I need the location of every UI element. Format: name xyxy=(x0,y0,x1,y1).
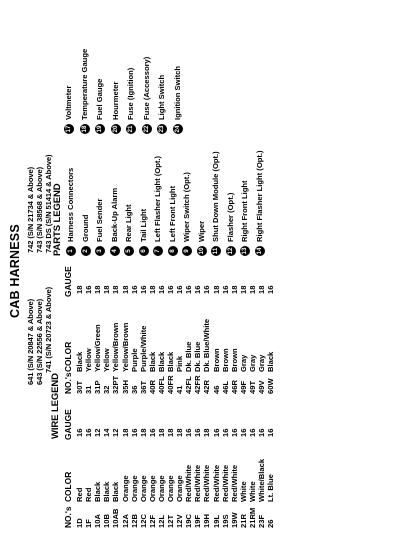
part-number-badge: 17 xyxy=(65,125,72,133)
wire-number: 32 xyxy=(102,385,112,394)
column-header-nos: NO.'s xyxy=(63,506,73,528)
wire-number: 35H xyxy=(120,380,130,394)
wire-gauge: 16 xyxy=(175,285,185,294)
wire-gauge: 14 xyxy=(102,428,112,437)
part-number-badge: 4 xyxy=(110,246,120,256)
wire-number: 12B xyxy=(129,514,139,528)
part-number-badge: 24 xyxy=(173,125,181,133)
wire-color: Dk. Blue/White xyxy=(202,318,212,372)
wire-gauge: 16 xyxy=(193,285,203,294)
part-number-badge: 20 xyxy=(111,125,119,133)
wire-color: Dk. Blue xyxy=(184,341,194,372)
part-label: Fuel Sender xyxy=(95,198,104,242)
part-number-badge: 5 xyxy=(124,246,134,256)
wire-color: Red/White xyxy=(193,464,203,502)
part-number-badge: 10 xyxy=(197,247,205,255)
wire-gauge: 18 xyxy=(257,285,266,294)
part-label: Fuel Gauge xyxy=(95,78,104,120)
wire-gauge: 18 xyxy=(120,428,130,437)
part-label: Harness Connectors xyxy=(66,167,75,242)
wire-gauge: 16 xyxy=(257,428,266,437)
wire-gauge: 18 xyxy=(120,285,130,294)
part-label: Right Front Light xyxy=(240,180,249,242)
serial-line: 743 DS (S/N 51414 & Above) xyxy=(44,154,53,253)
wire-number: 60W xyxy=(266,378,276,394)
wire-color: Orange xyxy=(175,475,185,502)
wire-gauge: 16 xyxy=(84,285,94,294)
wire-number: 1D xyxy=(75,518,84,528)
wire-number: 32PT xyxy=(111,375,121,394)
parts-legend-heading: PARTS LEGEND xyxy=(52,183,63,256)
wire-color: Lt. Blue xyxy=(266,474,276,502)
wire-number: 49T xyxy=(247,380,257,394)
wire-number: 36T xyxy=(138,380,148,394)
wire-gauge: 18 xyxy=(202,428,212,437)
wire-gauge: 18 xyxy=(211,285,221,294)
wire-color: Dk. Blue xyxy=(193,341,203,372)
wire-number: 49V xyxy=(257,380,266,394)
wire-color: Yellow/Brown xyxy=(120,322,130,372)
wire-color: Gray xyxy=(257,354,266,372)
serial-line: 741 (S/N 20723 & Above) xyxy=(44,286,53,373)
wire-number: 23F xyxy=(257,514,266,528)
wire-number: 10A xyxy=(93,514,103,528)
part-label: Tail Light xyxy=(138,208,148,242)
part-number-badge: 14 xyxy=(255,247,263,255)
wire-gauge: 16 xyxy=(220,285,230,294)
part-number-badge: 12 xyxy=(226,247,234,255)
wire-number: 40R xyxy=(147,380,157,394)
wire-gauge: 12 xyxy=(93,428,103,437)
part-label: Hourmeter xyxy=(110,81,120,120)
wire-gauge: 16 xyxy=(211,428,221,437)
wire-color: White/Black xyxy=(257,458,266,502)
wire-number: 12F xyxy=(147,514,157,528)
part-label: Ground xyxy=(80,214,90,242)
wire-color: Orange xyxy=(166,475,175,502)
wire-number: 31 xyxy=(84,385,94,394)
wire-gauge: 16 xyxy=(193,428,203,437)
wire-color: Black xyxy=(102,481,112,502)
serial-line: 643 (S/N 22556 & Above) xyxy=(35,298,44,385)
part-label: Shut Down Module (Opt.) xyxy=(211,151,220,242)
part-label: Ignition Switch xyxy=(172,66,182,120)
wire-gauge: 16 xyxy=(129,285,139,294)
wire-number: 19L xyxy=(211,514,221,528)
wire-number: 26 xyxy=(266,519,276,528)
part-number-badge: 18 xyxy=(80,125,88,133)
wire-number: 46R xyxy=(229,380,239,394)
wire-gauge: 16 xyxy=(84,428,94,437)
wire-gauge: 16 xyxy=(220,428,230,437)
wire-color: Gray xyxy=(247,354,257,372)
wire-number: 12L xyxy=(156,514,166,528)
part-number-badge: 23 xyxy=(158,125,165,133)
wire-number: 42R xyxy=(202,380,212,394)
part-number-badge: 6 xyxy=(139,246,149,256)
wire-color: Red/White xyxy=(211,464,221,502)
wire-color: Purple xyxy=(129,348,139,372)
part-label: Rear Light xyxy=(124,204,133,242)
wire-color: Orange xyxy=(147,475,157,502)
wire-gauge: 18 xyxy=(93,285,103,294)
wire-color: Red xyxy=(84,487,94,502)
wire-number: 19W xyxy=(229,512,239,528)
wire-legend-heading: WIRE LEGEND xyxy=(50,373,61,439)
wire-color: Yellow/Brown xyxy=(111,322,121,372)
wire-number: 19C xyxy=(184,514,194,528)
wire-gauge: 18 xyxy=(238,285,248,294)
column-header-gauge: GAUGE xyxy=(63,409,73,440)
wire-gauge: 18 xyxy=(156,428,166,437)
wire-color: Orange xyxy=(120,475,130,502)
part-number-badge: 19 xyxy=(96,125,103,133)
wire-gauge: 16 xyxy=(129,428,139,437)
document-title: CAB HARNESS xyxy=(8,224,22,318)
wire-color: Black xyxy=(266,351,276,372)
part-number-badge: 8 xyxy=(168,246,178,256)
wire-gauge: 16 xyxy=(184,285,194,294)
wire-gauge: 16 xyxy=(247,428,257,437)
wire-gauge: 18 xyxy=(166,428,175,437)
wire-color: Brown xyxy=(211,348,221,372)
wire-color: Black xyxy=(111,481,121,502)
wire-color: Yellow/Green xyxy=(93,324,103,372)
wire-number: 31P xyxy=(93,380,103,394)
wire-color: Red/White xyxy=(229,464,239,502)
wire-number: 19F xyxy=(193,514,203,528)
wire-gauge: 16 xyxy=(266,428,276,437)
part-label: Light Switch xyxy=(157,74,166,120)
column-header-color: COLOR xyxy=(63,341,73,372)
wire-color: Brown xyxy=(229,348,239,372)
wire-number: 1F xyxy=(84,519,94,528)
wire-number: 12T xyxy=(166,514,175,528)
wire-number: 19S xyxy=(220,514,230,528)
wire-number: 10AB xyxy=(111,508,121,528)
wire-gauge: 18 xyxy=(229,285,239,294)
part-number-badge: 2 xyxy=(81,246,91,256)
column-header-color: COLOR xyxy=(63,471,73,502)
wire-gauge: 18 xyxy=(175,428,185,437)
wire-number: 46L xyxy=(220,380,230,394)
part-number-badge: 22 xyxy=(142,125,150,133)
wire-gauge: 18 xyxy=(75,285,84,294)
wire-color: Black xyxy=(166,351,175,372)
part-number-badge: 1 xyxy=(66,246,76,256)
wire-color: Red xyxy=(75,487,84,502)
part-number-badge: 3 xyxy=(95,246,105,256)
wire-number: 46 xyxy=(211,385,221,394)
wire-gauge: 16 xyxy=(147,428,157,437)
wire-number: 12A xyxy=(120,514,130,528)
wire-color: White xyxy=(238,481,248,502)
wire-gauge: 16 xyxy=(166,285,175,294)
part-label: Voltmeter xyxy=(64,85,73,120)
wire-gauge: 16 xyxy=(138,285,148,294)
part-number-badge: 21 xyxy=(127,125,134,133)
wire-color: Brown xyxy=(220,348,230,372)
part-label: Left Flasher Light (Opt.) xyxy=(153,155,162,242)
wire-color: Yellow xyxy=(102,348,112,372)
wire-color: Orange xyxy=(129,475,139,502)
wire-number: 21R xyxy=(238,514,248,528)
wire-number: 41 xyxy=(175,385,185,394)
wire-gauge: 16 xyxy=(156,285,166,294)
wire-number: 42FL xyxy=(184,376,194,394)
serial-line: 743 (S/N 38568 & Above) xyxy=(35,166,44,253)
wire-color: Red/White xyxy=(184,464,194,502)
part-label: Wiper xyxy=(196,220,206,242)
wire-color: Gray xyxy=(238,354,248,372)
wire-color: Orange xyxy=(156,475,166,502)
wire-number: 12V xyxy=(175,514,185,528)
wire-number: 40FL xyxy=(156,376,166,394)
part-label: Fuse (Ignition) xyxy=(126,67,135,120)
wire-number: 10B xyxy=(102,514,112,528)
wire-color: Black xyxy=(147,351,157,372)
wire-color: Black xyxy=(75,351,84,372)
wire-color: Black xyxy=(93,481,103,502)
wire-color: White xyxy=(247,481,257,502)
wire-color: Red/White xyxy=(220,464,230,502)
wire-color: Yellow xyxy=(84,348,94,372)
wire-color: Orange xyxy=(138,475,148,502)
wire-gauge: 18 xyxy=(138,428,148,437)
part-label: Back-Up Alarm xyxy=(109,187,119,242)
wire-gauge: 16 xyxy=(229,428,239,437)
part-number-badge: 7 xyxy=(153,246,163,256)
wire-color: Pink xyxy=(175,355,185,372)
part-number-badge: 9 xyxy=(182,246,192,256)
column-header-gauge: GAUGE xyxy=(63,266,73,297)
wire-number: 40FR xyxy=(166,375,175,394)
wire-color: Purple/White xyxy=(138,325,148,372)
wire-gauge: 12 xyxy=(111,428,121,437)
part-label: Fuse (Accessory) xyxy=(141,56,151,120)
part-label: Left Front Light xyxy=(167,185,177,242)
part-label: Wiper Switch (Opt.) xyxy=(182,172,191,242)
wire-gauge: 16 xyxy=(202,285,212,294)
wire-number: 49F xyxy=(238,380,248,394)
column-header-nos: NO.'s xyxy=(63,372,73,394)
wire-number: 36 xyxy=(129,385,139,394)
part-label: Temperature Gauge xyxy=(79,48,89,120)
wire-color: Black xyxy=(156,351,166,372)
wire-gauge: 16 xyxy=(238,428,248,437)
part-label: Flasher (Opt.) xyxy=(225,192,235,242)
wire-gauge: 18 xyxy=(102,285,112,294)
part-label: Right Flasher Light (Opt.) xyxy=(254,150,264,242)
part-number-badge: 13 xyxy=(241,247,248,255)
wire-color: Red/White xyxy=(202,464,212,502)
serial-line: 641 (S/N 20847 & Above) xyxy=(26,298,35,385)
wire-gauge: 16 xyxy=(184,428,194,437)
serial-line: 742 (S/N 21734 & Above) xyxy=(26,166,35,253)
wire-gauge: 18 xyxy=(247,285,257,294)
part-number-badge: 11 xyxy=(212,247,219,255)
wire-gauge: 16 xyxy=(75,428,84,437)
wire-number: 42FR xyxy=(193,375,203,394)
wire-gauge: 18 xyxy=(111,285,121,294)
wire-number: 21RM xyxy=(247,507,257,528)
wire-number: 30T xyxy=(75,380,84,394)
wire-number: 19H xyxy=(202,514,212,528)
wire-gauge: 18 xyxy=(147,285,157,294)
wire-number: 12C xyxy=(138,514,148,528)
wire-gauge: 16 xyxy=(266,285,276,294)
